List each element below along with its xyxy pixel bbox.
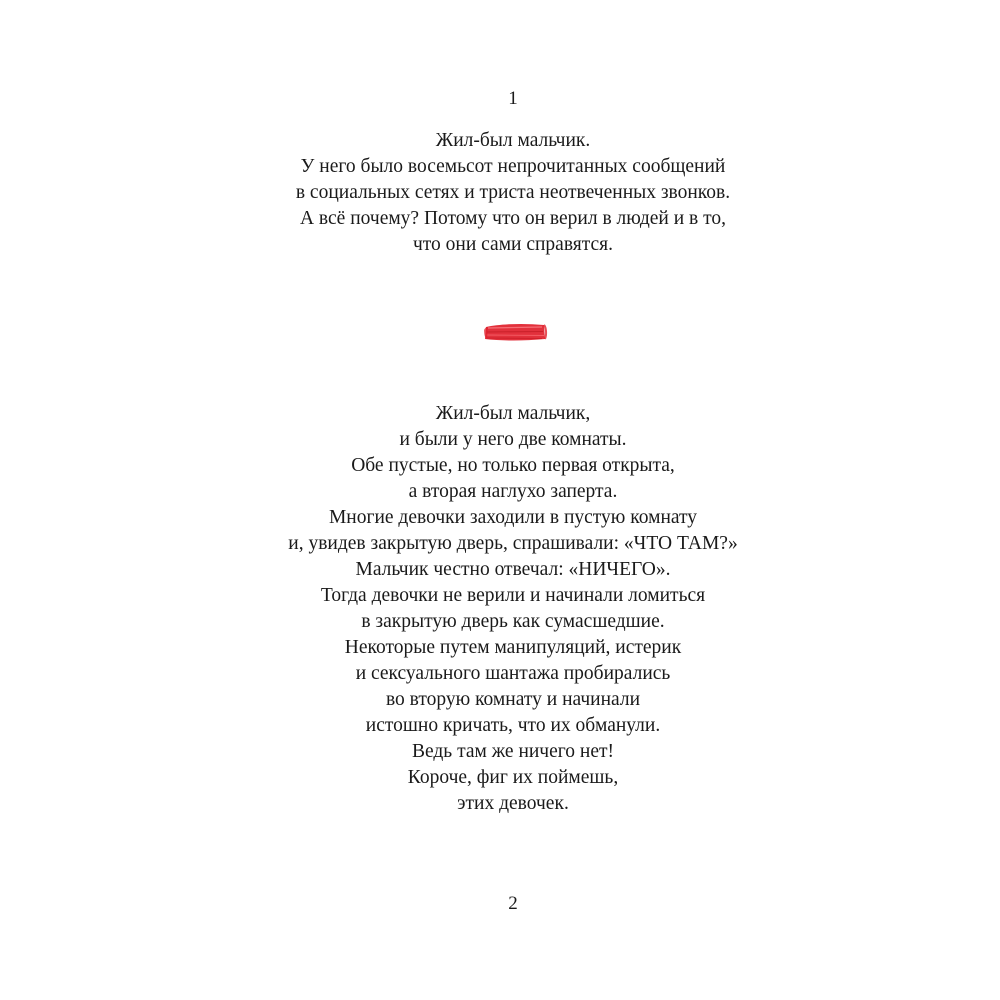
poem-line: Тогда девочки не верили и начинали ломиться [320, 585, 706, 606]
poem-line: и были у него две комнаты. [399, 429, 627, 450]
poem-line: Обе пустые, но только первая открыта, [351, 455, 675, 476]
poem-line: Некоторые путем манипуляций, истерик [344, 637, 682, 658]
poem-stanza-2 [0, 401, 1000, 817]
poem-line: Многие девочки заходили в пустую комнату [328, 507, 698, 528]
poem-line: и сексуального шантажа пробирались [355, 663, 671, 684]
poem-line: в социальных сетях и триста неотвеченных звонков. [295, 182, 731, 203]
poem-line: а вторая наглухо заперта. [408, 481, 618, 502]
poem-line: Ведь там же ничего нет! [411, 741, 615, 762]
poem-line: Жил-был мальчик, [435, 403, 591, 424]
page-number-bottom: 2 [508, 893, 518, 914]
page-number-top: 1 [508, 88, 518, 109]
poem-line: Мальчик честно отвечал: «НИЧЕГО». [355, 559, 671, 580]
poem-line: этих девочек. [457, 793, 569, 814]
brush-stroke-icon [484, 324, 546, 341]
poem-line: А всё почему? Потому что он верил в людей и в то, [299, 208, 727, 229]
poem-line: Короче, фиг их поймешь, [407, 767, 619, 788]
poem-line: во вторую комнату и начинали [385, 689, 641, 710]
poem-line: Жил-был мальчик. [435, 130, 591, 151]
poem-line: что они сами справятся. [412, 234, 614, 255]
red-brush-stroke-divider [482, 318, 548, 346]
poem-line: и, увидев закрытую дверь, спрашивали: «ЧТО ТАМ?» [288, 533, 738, 554]
poem-line: в закрытую дверь как сумасшедшие. [361, 611, 665, 632]
poem-line: истошно кричать, что их обманули. [365, 715, 661, 736]
poem-stanza-1 [0, 128, 1000, 258]
poem-line: У него было восемьсот непрочитанных сообщений [300, 156, 726, 177]
